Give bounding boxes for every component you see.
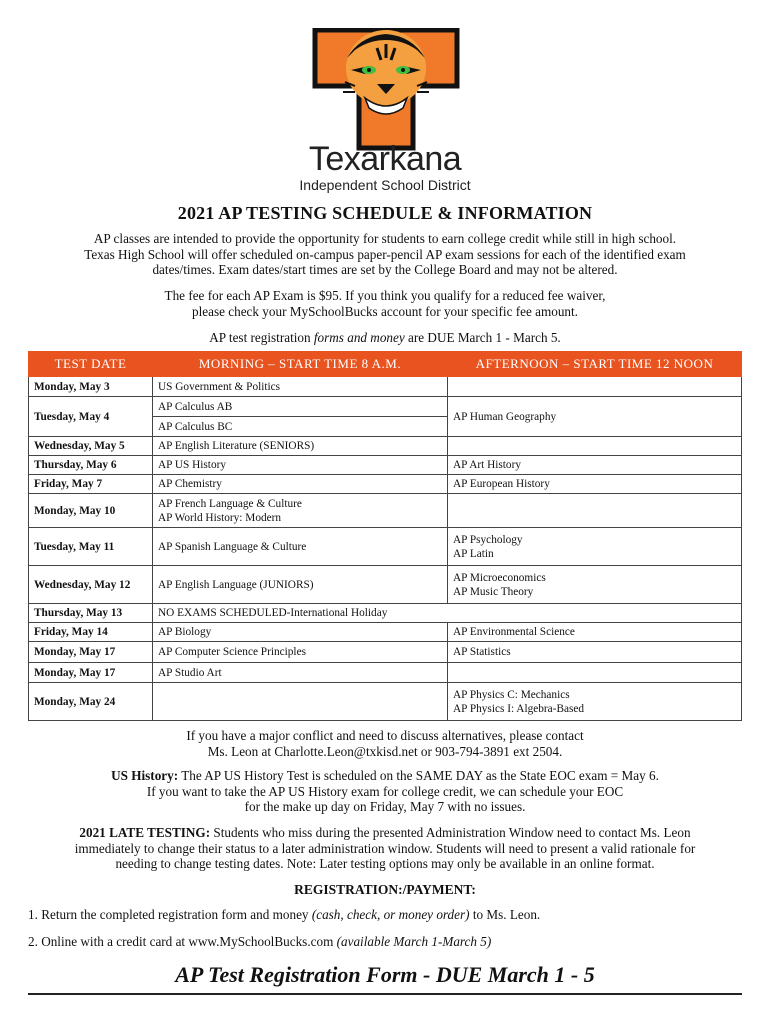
- cell-date: Wednesday, May 12: [29, 566, 153, 604]
- reg-text: 2. Online with a credit card at www.MySchoolBucks.com: [28, 934, 337, 949]
- course-name: AP Latin: [453, 547, 494, 560]
- cell-afternoon: [448, 663, 742, 683]
- cell-morning: AP English Literature (SENIORS): [153, 437, 448, 456]
- table-row: [29, 566, 742, 604]
- late-testing-paragraph: [30, 825, 740, 872]
- due-text: are DUE March 1 - March 5.: [404, 330, 561, 345]
- reg-emphasis: (available March 1-March 5): [336, 934, 492, 949]
- registration-heading: REGISTRATION:/PAYMENT:: [294, 882, 476, 897]
- cell-date: Wednesday, May 5: [29, 437, 153, 456]
- us-history-line: for the make up day on Friday, May 7 with no issues.: [244, 799, 526, 814]
- cell-date: Friday, May 14: [29, 623, 153, 642]
- conflict-line: If you have a major conflict and need to discuss alternatives, please contact: [186, 728, 584, 743]
- cell-date: Monday, May 24: [29, 683, 153, 721]
- table-row: [29, 642, 742, 663]
- table-row: [29, 623, 742, 642]
- cell-afternoon: AP Art History: [448, 456, 742, 475]
- cell-date: Monday, May 17: [29, 663, 153, 683]
- table-row: [29, 437, 742, 456]
- org-subtitle: Independent School District: [299, 177, 471, 193]
- header-morning: MORNING – START TIME 8 A.M.: [153, 352, 448, 377]
- late-testing-line: Students who miss during the presented Administration Window need to contact Ms. Leon: [210, 825, 691, 840]
- table-row: [29, 377, 742, 397]
- reg-emphasis: (cash, check, or money order): [311, 907, 470, 922]
- reg-text: to Ms. Leon.: [469, 907, 541, 922]
- cell-morning: AP Calculus BC: [153, 417, 448, 437]
- cell-afternoon: AP Statistics: [448, 642, 742, 663]
- header-test-date: TEST DATE: [29, 352, 153, 377]
- cell-afternoon: [448, 494, 742, 528]
- registration-due-line: [30, 330, 740, 346]
- cell-date: Monday, May 10: [29, 494, 153, 528]
- cell-afternoon: [448, 528, 742, 566]
- conflict-line: Ms. Leon at Charlotte.Leon@txkisd.net or 903-794-3891 ext 2504.: [207, 743, 563, 759]
- course-name: AP Music Theory: [453, 585, 534, 598]
- cell-morning: AP Chemistry: [153, 475, 448, 494]
- cell-morning: AP US History: [153, 456, 448, 475]
- us-history-paragraph: [30, 768, 740, 815]
- cell-date: Monday, May 17: [29, 642, 153, 663]
- table-row: [29, 456, 742, 475]
- intro-paragraph: [30, 231, 740, 278]
- course-name: AP Physics I: Algebra-Based: [453, 702, 585, 715]
- cell-morning: [153, 683, 448, 721]
- fee-line: please check your MySchoolBucks account for your specific fee amount.: [192, 303, 578, 319]
- divider-line: [28, 993, 742, 995]
- table-row: [29, 494, 742, 528]
- course-name: AP Psychology: [453, 533, 523, 546]
- table-header-row: [29, 352, 742, 377]
- cell-date: Monday, May 3: [29, 377, 153, 397]
- cell-note: NO EXAMS SCHEDULED-International Holiday: [153, 604, 742, 623]
- cell-morning: AP English Language (JUNIORS): [153, 566, 448, 604]
- us-history-label: US History:: [111, 768, 179, 783]
- cell-morning: AP Biology: [153, 623, 448, 642]
- form-title: AP Test Registration Form - DUE March 1 - 5: [175, 962, 595, 987]
- cell-afternoon: [448, 377, 742, 397]
- course-name: AP Microeconomics: [453, 571, 546, 584]
- us-history-line: The AP US History Test is scheduled on the SAME DAY as the State EOC exam = May 6.: [178, 768, 659, 783]
- course-name: AP Physics C: Mechanics: [453, 688, 570, 701]
- table-row: [29, 683, 742, 721]
- course-name: AP World History: Modern: [158, 511, 282, 524]
- us-history-line: If you want to take the AP US History exam for college credit, we can schedule your EOC: [146, 783, 624, 799]
- schedule-table: [28, 351, 742, 721]
- cell-morning: AP Calculus AB: [153, 397, 448, 417]
- cell-morning: [153, 494, 448, 528]
- table-row: [29, 397, 742, 417]
- cell-morning: AP Computer Science Principles: [153, 642, 448, 663]
- conflict-paragraph: [30, 728, 740, 759]
- registration-item-1: [28, 907, 540, 923]
- table-row: [29, 528, 742, 566]
- cell-afternoon: [448, 683, 742, 721]
- page-title: 2021 AP TESTING SCHEDULE & INFORMATION: [177, 203, 593, 223]
- org-name: Texarkana: [308, 140, 462, 178]
- cell-afternoon: [448, 437, 742, 456]
- intro-line: dates/times. Exam dates/start times are set by the College Board and may not be altered.: [152, 262, 618, 277]
- intro-line: AP classes are intended to provide the opportunity for students to earn college credit while still in high school.: [93, 231, 677, 246]
- table-row: [29, 663, 742, 683]
- fee-line: The fee for each AP Exam is $95. If you think you qualify for a reduced fee waiver,: [164, 288, 606, 303]
- late-testing-label: 2021 LATE TESTING:: [79, 825, 211, 840]
- late-testing-line: immediately to change their status to a later administration window. Students will need to present a valid rationale for: [74, 840, 696, 856]
- late-testing-line: needing to change testing dates. Note: Later testing options may only be available in an online format.: [115, 856, 655, 871]
- due-text: AP test registration: [209, 330, 314, 345]
- registration-item-2: [28, 934, 491, 950]
- cell-date: Thursday, May 6: [29, 456, 153, 475]
- cell-date: Tuesday, May 11: [29, 528, 153, 566]
- reg-text: 1. Return the completed registration form and money: [28, 907, 312, 922]
- intro-line: Texas High School will offer scheduled on-campus paper-pencil AP exam sessions for each of the identified exam: [84, 246, 686, 262]
- cell-date: Thursday, May 13: [29, 604, 153, 623]
- cell-morning: US Government & Politics: [153, 377, 448, 397]
- cell-morning: AP Studio Art: [153, 663, 448, 683]
- header-afternoon: AFTERNOON – START TIME 12 NOON: [448, 352, 742, 377]
- course-name: AP French Language & Culture: [158, 497, 302, 510]
- table-row: [29, 475, 742, 494]
- cell-date: Tuesday, May 4: [29, 397, 153, 437]
- due-emphasis: forms and money: [313, 330, 405, 345]
- fee-paragraph: [30, 288, 740, 319]
- cell-morning: AP Spanish Language & Culture: [153, 528, 448, 566]
- cell-afternoon: AP Human Geography: [448, 397, 742, 437]
- table-row: [29, 604, 742, 623]
- cell-afternoon: [448, 566, 742, 604]
- cell-afternoon: AP Environmental Science: [448, 623, 742, 642]
- cell-date: Friday, May 7: [29, 475, 153, 494]
- cell-afternoon: AP European History: [448, 475, 742, 494]
